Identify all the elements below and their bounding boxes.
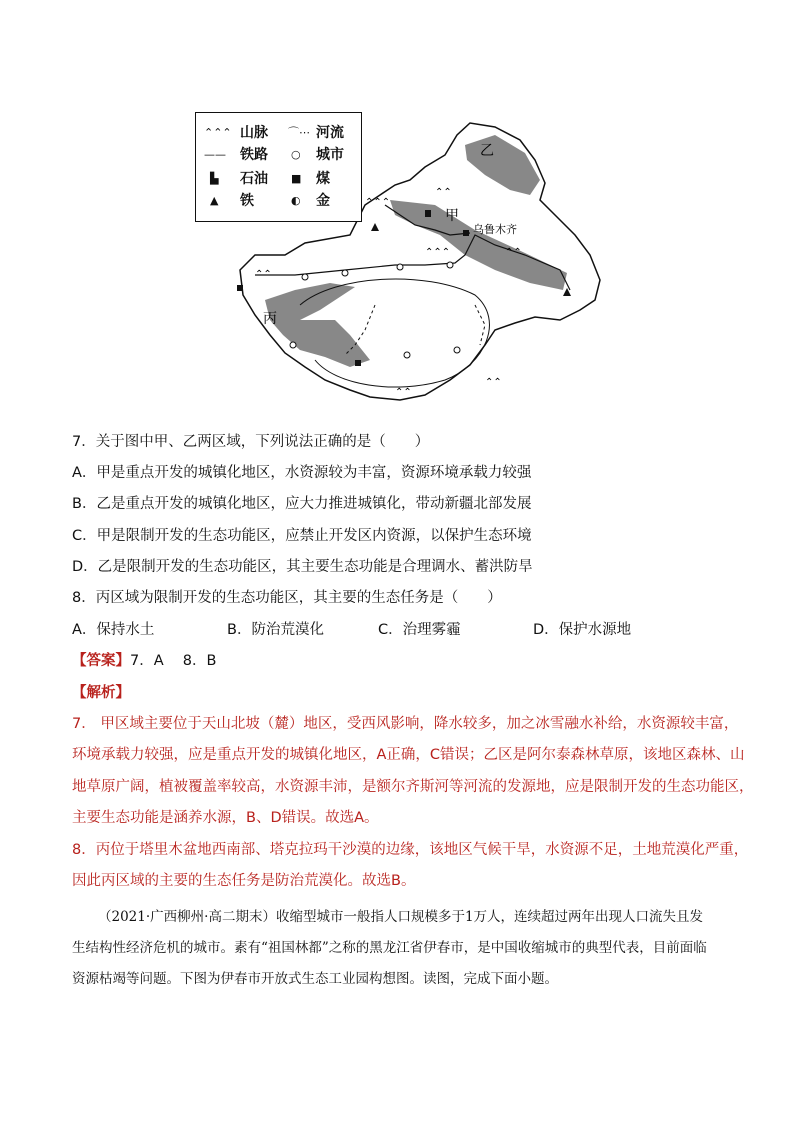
- q8-options: [72, 620, 722, 640]
- coal-marker: [237, 285, 243, 291]
- analysis-line: 8．丙位于塔里木盆地西南部、塔克拉玛干沙漠的边缘，该地区气候干旱，水资源不足，土地荒漠化严重，: [72, 842, 749, 858]
- label-urumqi: 乌鲁木齐: [473, 223, 517, 236]
- legend-oil: 石油: [240, 171, 268, 187]
- q7-option-a: A．甲是重点开发的城镇化地区，水资源较为丰富，资源环境承载力较强: [72, 465, 532, 481]
- city-marker: [447, 262, 453, 268]
- mountain-icon: ⌃⌃⌃: [204, 126, 232, 139]
- mountain-icon: ⌃⌃⌃: [365, 197, 391, 208]
- q7-option-b: B．乙是重点开发的城镇化地区，应大力推进城镇化，带动新疆北部发展: [72, 496, 532, 512]
- legend-iron: 铁: [240, 193, 254, 209]
- analysis-line: 主要生态功能是涵养水源，B、D错误。故选A。: [72, 810, 379, 826]
- railway-icon: ——: [204, 148, 226, 161]
- intro-line: 生结构性经济危机的城市。素有“祖国林都”之称的黑龙江省伊春市，是中国收缩城市的典型代表，目前面临: [72, 940, 707, 956]
- q8-option-c: C．治理雾霾: [378, 622, 461, 638]
- analysis-line: 环境承载力较强，应是重点开发的城镇化地区，A正确，C错误；乙区是阿尔泰森林草原，该地区森林、山: [72, 747, 745, 763]
- q7-stem: 7．关于图中甲、乙两区域，下列说法正确的是（ ）: [72, 434, 430, 450]
- city-marker: [290, 342, 296, 348]
- city-marker: [454, 347, 460, 353]
- q8-option-d: D．保护水源地: [533, 622, 632, 638]
- intro-line: （2021·广西柳州·高二期末）收缩型城市一般指人口规模多于1万人，连续超过两年出现人口流失且发: [98, 909, 704, 925]
- q8-option-b: B．防治荒漠化: [227, 622, 324, 638]
- mountain-icon: ⌃⌃: [505, 247, 522, 258]
- label-jia: 甲: [445, 208, 459, 224]
- mountain-icon: ⌃⌃: [435, 187, 452, 198]
- legend-coal: 煤: [316, 171, 330, 187]
- analysis-line: 因此丙区域的主要的生态任务是防治荒漠化。故选B。: [72, 873, 416, 889]
- city-marker: [397, 264, 403, 270]
- map-legend: [195, 112, 362, 222]
- label-bing: 丙: [263, 311, 277, 327]
- city-icon: ○: [291, 148, 301, 161]
- mountain-icon: ⌃⌃: [485, 377, 502, 388]
- coal-marker: [355, 360, 361, 366]
- intro-line: 资源枯竭等问题。下图为伊春市开放式生态工业园构想图。读图，完成下面小题。: [72, 971, 558, 987]
- answer-text: 7．A 8．B: [130, 653, 217, 669]
- mountain-icon: ⌃⌃: [395, 387, 412, 398]
- mountain-icon: ⌃⌃⌃: [425, 247, 451, 258]
- q8-option-a: A．保持水土: [72, 622, 155, 638]
- legend-mountain: 山脉: [240, 125, 268, 141]
- mountain-icon: ⌃⌃: [255, 269, 272, 280]
- legend-gold: 金: [316, 193, 330, 209]
- legend-railway: 铁路: [240, 147, 268, 163]
- analysis-line: 7． 甲区域主要位于天山北坡（麓）地区，受西风影响，降水较多，加之冰雪融水补给，水资源较丰富，: [72, 716, 739, 732]
- legend-river: 河流: [316, 125, 344, 141]
- q7-option-c: C．甲是限制开发的生态功能区，应禁止开发区内资源，以保护生态环境: [72, 528, 532, 544]
- oil-icon: ▙: [210, 172, 219, 185]
- gold-icon: ◐: [291, 194, 301, 207]
- analysis-line: 地草原广阔，植被覆盖率较高，水资源丰沛，是额尔齐斯河等河流的发源地，应是限制开发的生态功能区，: [72, 779, 754, 795]
- city-marker: [342, 270, 348, 276]
- q7-option-d: D．乙是限制开发的生态功能区，其主要生态功能是合理调水、蓄洪防旱: [72, 559, 533, 575]
- river-icon: ⌒⋯: [288, 126, 310, 139]
- coal-icon: ■: [291, 172, 302, 185]
- city-marker: [404, 352, 410, 358]
- coal-marker: [463, 230, 469, 236]
- q8-stem: 8．丙区域为限制开发的生态功能区，其主要的生态任务是（ ）: [72, 590, 502, 606]
- answer-line: [72, 651, 216, 671]
- legend-city: 城市: [316, 147, 344, 163]
- iron-icon: ▲: [210, 194, 219, 207]
- label-yi: 乙: [480, 143, 494, 159]
- answer-label: 【答案】: [72, 653, 130, 669]
- analysis-label: 【解析】: [72, 685, 130, 701]
- oil-marker: [425, 210, 431, 217]
- city-marker: [302, 274, 308, 280]
